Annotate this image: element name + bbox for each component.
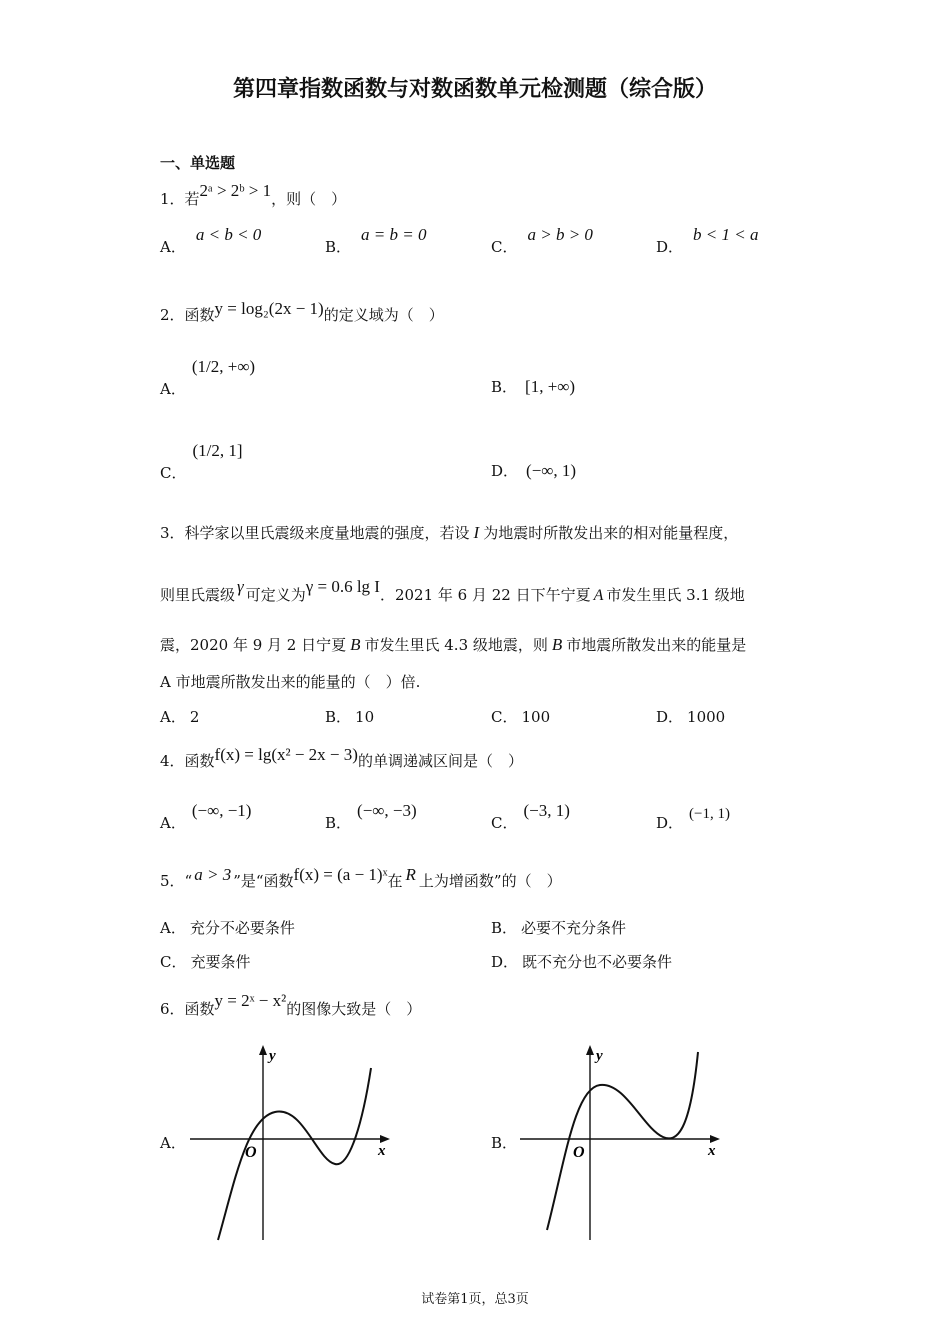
page-footer: 试卷第1页，总3页 (421, 1292, 529, 1307)
question-3-line-1: 3．科学家以里氏震级来度量地震的强度，若设 I 为地震时所散发出来的相对能量程度， (160, 523, 739, 542)
q4-option-d[interactable]: D． (−1, 1) (656, 806, 730, 832)
question-2 (160, 299, 444, 325)
question-1-tail: ，则（ ） (271, 190, 347, 208)
y-axis-label: y (269, 1048, 276, 1064)
q6-option-b[interactable]: B． (491, 1134, 518, 1152)
question-1 (160, 181, 347, 209)
origin-label: O (573, 1144, 585, 1161)
q1-option-b[interactable]: B．a = b = 0 (325, 225, 427, 256)
question-2-expr: y = log₂(2x − 1) (214, 299, 324, 318)
y-axis-label: y (596, 1048, 603, 1064)
question-6: 6．函数y = 2ˣ − x²的图像大致是（ ） (160, 991, 422, 1018)
curve-a (218, 1068, 371, 1240)
question-4: 4．函数f(x) = lg(x² − 2x − 3)的单调递减区间是（ ） (160, 745, 523, 770)
q1-option-c[interactable]: C．a > b > 0 (491, 225, 593, 256)
origin-label: O (245, 1144, 257, 1161)
q3-option-a[interactable]: A． 2 (160, 708, 200, 726)
q6-option-a[interactable]: A． (160, 1134, 186, 1152)
q2-option-b[interactable]: B． [1, +∞) (491, 377, 576, 396)
question-1-number: 1．若 (160, 190, 200, 208)
q1-option-a[interactable]: A．a < b < 0 (160, 225, 262, 256)
section-heading: 一、单选题 (160, 154, 236, 172)
q3-option-b[interactable]: B． 10 (325, 708, 375, 726)
q1-option-d[interactable]: D．b < 1 < a (656, 225, 759, 256)
q2-option-a[interactable]: A．(1/2, +∞) (160, 357, 256, 398)
q4-option-a[interactable]: A．(−∞, −1) (160, 801, 252, 832)
q2-option-c[interactable]: C．(1/2, 1] (160, 441, 243, 482)
q4-option-b[interactable]: B．(−∞, −3) (325, 801, 417, 832)
x-axis-label: x (708, 1143, 716, 1159)
q4-option-c[interactable]: C．(−3, 1) (491, 801, 570, 832)
question-2-number: 2．函数 (160, 306, 215, 324)
x-axis-label: x (378, 1143, 386, 1159)
q5-option-d[interactable]: D． 既不充分也不必要条件 (491, 953, 673, 971)
page-title: 第四章指数函数与对数函数单元检测题（综合版） (232, 77, 717, 102)
question-3-line-3: 震，2020 年 9 月 2 日宁夏 B 市发生里氏 4.3 级地震，则 B 市地震所散发出来的能量是 (160, 635, 747, 654)
question-1-expr: 2ᵃ > 2ᵇ > 1 (199, 181, 272, 200)
y-axis-arrow-icon (259, 1045, 267, 1055)
q3-option-d[interactable]: D． 1000 (656, 708, 726, 726)
x-axis-arrow-icon (710, 1135, 720, 1143)
q3-option-c[interactable]: C． 100 (491, 708, 551, 726)
q5-option-a[interactable]: A． 充分不必要条件 (160, 919, 295, 937)
q6-graph-b[interactable] (515, 1040, 735, 1245)
question-3-line-4: A 市地震所散发出来的能量的（ ）倍. (160, 673, 421, 691)
q5-option-c[interactable]: C． 充要条件 (160, 953, 251, 971)
question-3-line-2: 则里氏震级 γ 可定义为γ = 0.6 lg I．2021 年 6 月 22 日下午宁夏 A 市发生里氏 3.1 级地 (160, 577, 745, 604)
q5-option-b[interactable]: B． 必要不充分条件 (491, 919, 627, 937)
y-axis-arrow-icon (586, 1045, 594, 1055)
question-5: 5．“ a > 3 ”是“函数f(x) = (a − 1)ˣ在 R 上为增函数”的（ ） (160, 865, 562, 890)
q2-option-d[interactable]: D． (−∞, 1) (491, 461, 577, 480)
curve-b (547, 1052, 698, 1230)
question-2-tail: 的定义域为（ ） (323, 306, 444, 324)
q6-graph-a[interactable] (185, 1040, 405, 1245)
x-axis-arrow-icon (380, 1135, 390, 1143)
